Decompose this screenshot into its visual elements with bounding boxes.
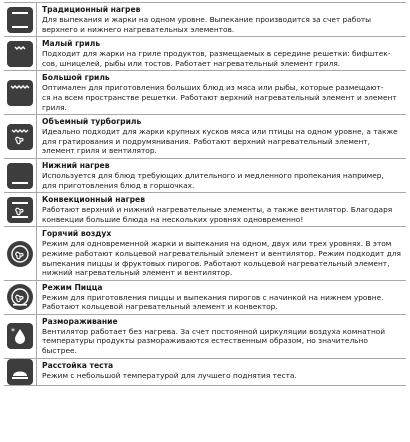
mode-description-line: для гратирования и подрумянивания. Работают верхний нагревательный элемент, (42, 136, 370, 146)
mode-description-line: Подходит для жарки на гриле продуктов, размещаемых в середине решетки: бифштек- (42, 49, 391, 59)
mode-description-line: Режим с небольшой температурой для лучшего поднятия теста. (42, 370, 297, 380)
mode-description-line: ся на всем пространстве решетки. Работают верхний нагревательный элемент и элемент (42, 92, 397, 102)
mode-icon-cell (4, 193, 36, 226)
mode-text-cell (36, 315, 406, 358)
svg-text:*: * (11, 327, 15, 337)
mode-icon-cell (4, 159, 36, 192)
mode-text-cell (36, 193, 406, 226)
mode-row (4, 158, 406, 192)
mode-icon-cell (4, 359, 36, 385)
mode-row (4, 358, 406, 386)
mode-description-line: Режим для приготовления пиццы и выпекания пирогов с начинкой на нижнем уровне. (42, 292, 384, 302)
mode-description-line: для приготовления блюд в горшочках. (42, 180, 195, 190)
mode-icon-cell (4, 227, 36, 279)
bottom-heat-icon (7, 163, 33, 189)
mode-row (4, 280, 406, 314)
mode-text-cell (36, 227, 406, 279)
mode-icon-cell (4, 281, 36, 314)
mode-description-line: сов, шницелей, рыбы или тостов. Работает нагревательный элемент гриля. (42, 58, 341, 68)
mode-icon-cell (4, 37, 36, 70)
mode-description-line: Работают верхний и нижний нагревательные элементы, а также вентилятор. Благодаря (42, 205, 393, 215)
oven-modes-table (4, 2, 406, 386)
small-grill-icon (7, 41, 33, 67)
mode-icon-cell (4, 115, 36, 158)
mode-row (4, 226, 406, 279)
mode-title: Традиционный нагрев (42, 5, 141, 14)
mode-description-line: Режим для одновременной жарки и выпекания на одном, двух или трех уровнях. В этом (42, 239, 392, 249)
mode-description-line: конвекции большие блюда на нескольких уровнях одновременно! (42, 214, 304, 224)
dough-proofing-icon (7, 359, 33, 385)
turbo-grill-icon (7, 124, 33, 150)
mode-icon-cell (4, 71, 36, 114)
mode-description-line: верхнего и нижнего нагревательных элементов. (42, 24, 235, 34)
mode-text-cell (36, 71, 406, 114)
mode-description-line: температуры продукты размораживаются естественным образом, но значительно (42, 336, 368, 346)
mode-row (4, 114, 406, 158)
mode-text-cell (36, 37, 406, 70)
mode-text-cell (36, 115, 406, 158)
mode-description-line: Оптимален для приготовления больших блюд из мяса или рыбы, которые размещают- (42, 83, 384, 93)
mode-title: Малый гриль (42, 39, 101, 49)
mode-description-line: нижний нагревательный элемент и вентилятор. (42, 268, 233, 278)
mode-icon-cell (4, 315, 36, 358)
mode-icon-cell (4, 3, 36, 36)
mode-title: Объемный турбогриль (42, 117, 142, 127)
mode-description-line: элемент гриля и вентилятор. (42, 146, 157, 156)
convection-heat-icon (7, 197, 33, 223)
mode-description-line: выпекания пиццы и фруктовых пирогов. Работают кольцевой нагревательный элемент, (42, 258, 390, 268)
mode-description-line: Работают кольцевой нагревательный элемент и конвектор. (42, 302, 278, 312)
mode-row (4, 70, 406, 114)
mode-description-line: Используется для блюд требующих длительного и медленного пропекания например, (42, 170, 384, 180)
mode-title: Режим Пицца (42, 282, 103, 292)
hot-air-icon (7, 241, 33, 267)
mode-text-cell (36, 159, 406, 192)
mode-row (4, 2, 406, 36)
large-grill-icon (7, 80, 33, 106)
mode-title: Нижний нагрев (42, 160, 110, 170)
mode-title: Горячий воздух (42, 229, 112, 239)
pizza-mode-icon (7, 284, 33, 310)
mode-description-line: гриля. (42, 102, 67, 112)
mode-description-line: быстрее. (42, 346, 77, 356)
mode-title: Большой гриль (42, 73, 110, 83)
mode-row (4, 314, 406, 358)
mode-title: Размораживание (42, 316, 118, 326)
mode-text-cell (36, 281, 406, 314)
mode-title: Конвекционный нагрев (42, 195, 146, 205)
mode-description-line: Идеально подходит для жарки крупных кусков мяса или птицы на одном уровне, а также (42, 127, 398, 137)
mode-text-cell (36, 3, 406, 36)
mode-description-line: режиме работают кольцевой нагревательный элемент и вентилятор. Режим подходит для (42, 248, 401, 258)
mode-description-line: Вентилятор работает без нагрева. За счет постоянной циркуляции воздуха комнатной (42, 326, 386, 336)
mode-description-line: Для выпекания и жарки на одном уровне. Выпекание производится за счет работы (42, 15, 371, 24)
traditional-heat-icon (7, 7, 33, 33)
mode-text-cell (36, 359, 406, 385)
mode-title: Расстойка теста (42, 360, 114, 370)
mode-row (4, 36, 406, 70)
mode-row (4, 192, 406, 226)
defrost-icon (7, 323, 33, 349)
